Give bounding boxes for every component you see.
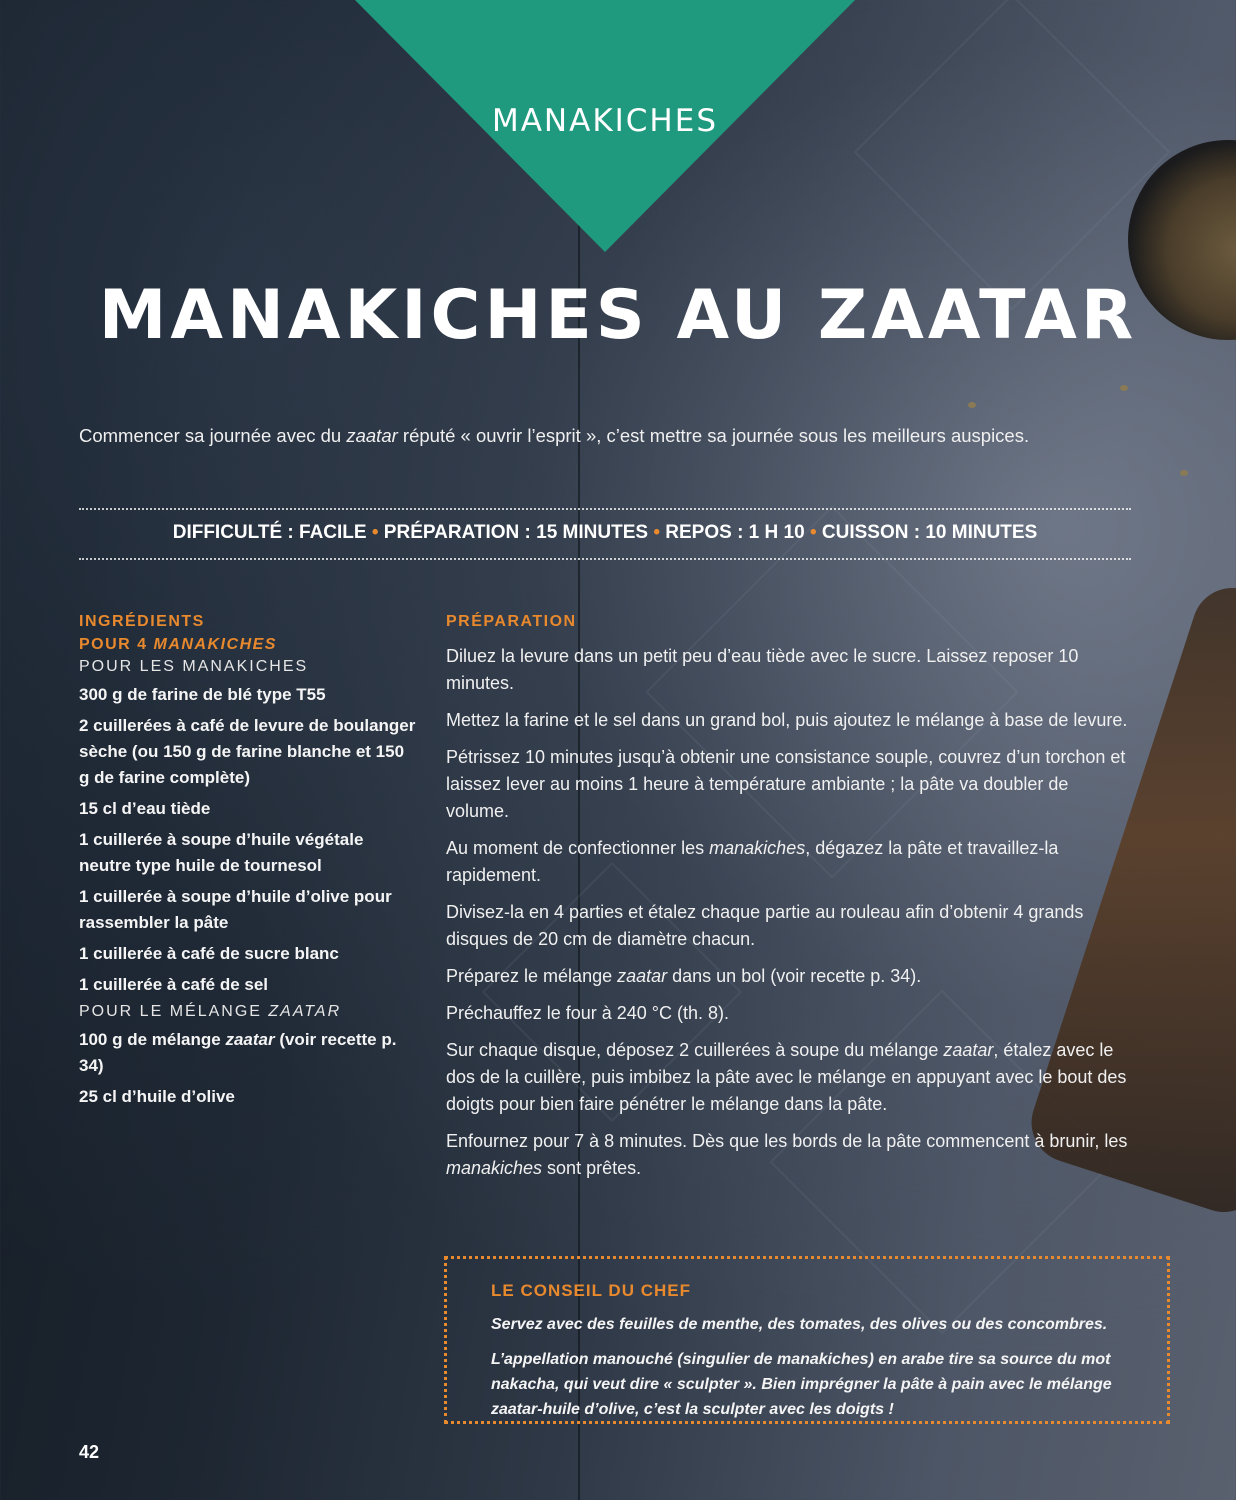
meta-separator: • bbox=[371, 522, 379, 543]
section-label: MANAKICHES bbox=[491, 103, 719, 139]
preparation-step: Mettez la farine et le sel dans un grand bol, puis ajoutez le mélange à base de levure. bbox=[446, 710, 1128, 730]
step-text-end: , dégazez la pâte et travaillez-la rapidement. bbox=[446, 838, 1059, 885]
ingredient-text: 100 g de mélange bbox=[79, 1030, 226, 1049]
meta-separator: • bbox=[809, 522, 817, 543]
step-text: Enfournez pour 7 à 8 minutes. Dès que les bords de la pâte commencent à brunir, les bbox=[446, 1131, 1128, 1151]
ingredient-text-end: (voir recette p. 34) bbox=[79, 1030, 397, 1075]
preparation-step bbox=[446, 835, 1136, 889]
preparation-step bbox=[446, 963, 1136, 990]
prep-time: PRÉPARATION : 15 MINUTES bbox=[383, 522, 649, 543]
ingredient-item: 1 cuillerée à soupe d’huile végétale neutre type huile de tournesol bbox=[79, 830, 364, 875]
preparation-step bbox=[446, 1037, 1136, 1118]
preparation-column bbox=[446, 610, 1136, 1192]
step-text-end: dans un bol (voir recette p. 34). bbox=[667, 966, 922, 986]
step-text: Sur chaque disque, déposez 2 cuillerées à soupe du mélange bbox=[446, 1040, 944, 1060]
sesame-seed bbox=[968, 402, 976, 408]
preparation-heading: PRÉPARATION bbox=[446, 613, 577, 630]
preparation-step: Préchauffez le four à 240 °C (th. 8). bbox=[446, 1003, 730, 1023]
ingredient-group-title: POUR LES MANAKICHES bbox=[79, 658, 309, 675]
floor-tile-pattern bbox=[854, 0, 1171, 310]
chef-tip-box bbox=[444, 1256, 1170, 1424]
step-emphasis: zaatar bbox=[943, 1040, 994, 1060]
preparation-step bbox=[446, 1128, 1136, 1182]
ingredient-emphasis: zaatar bbox=[225, 1030, 275, 1049]
ingredient-item: 1 cuillerée à soupe d’huile d’olive pour rassembler la pâte bbox=[79, 887, 392, 932]
divider-top bbox=[79, 508, 1131, 510]
step-text: Au moment de confectionner les bbox=[446, 838, 710, 858]
ingredient-list bbox=[79, 682, 419, 998]
step-emphasis: manakiches bbox=[446, 1158, 543, 1178]
page-number: 42 bbox=[79, 1442, 100, 1462]
preparation-step: Pétrissez 10 minutes jusqu’à obtenir une consistance souple, couvrez d’un torchon et laissez lever au moins 1 heure à température ambiante ; la pâte va doubler de volume. bbox=[446, 747, 1126, 821]
step-emphasis: zaatar bbox=[617, 966, 668, 986]
ingredient-group-title bbox=[79, 1003, 419, 1021]
step-emphasis: manakiches bbox=[709, 838, 806, 858]
ingredient-list bbox=[79, 1027, 419, 1110]
step-text: Préparez le mélange bbox=[446, 966, 618, 986]
intro-text-end: réputé « ouvrir l’esprit », c’est mettre sa journée sous les meilleurs auspices. bbox=[397, 425, 1030, 446]
difficulty: DIFFICULTÉ : FACILE bbox=[172, 522, 367, 543]
recipe-meta bbox=[79, 522, 1131, 544]
ingredient-item: 300 g de farine de blé type T55 bbox=[79, 685, 326, 704]
ingredients-heading: INGRÉDIENTS bbox=[79, 613, 205, 630]
ingredient-item bbox=[79, 1027, 419, 1079]
ingredient-item: 1 cuillerée à café de sucre blanc bbox=[79, 944, 339, 963]
ingredient-item: 1 cuillerée à café de sel bbox=[79, 975, 269, 994]
chef-tip-text: L’appellation manouché (singulier de manakiches) en arabe tire sa source du mot nakacha, qui veut dire « sculpter ». Bien imprégner la pâte à pain avec le mélange zaatar-huile d’olive, c’est la sculpter avec les doigts ! bbox=[491, 1351, 1112, 1418]
servings-emphasis: MANAKICHES bbox=[153, 636, 277, 653]
ingredient-item: 25 cl d’huile d’olive bbox=[79, 1087, 235, 1106]
cook-time: CUISSON : 10 MINUTES bbox=[821, 522, 1038, 543]
ingredients-column bbox=[79, 610, 419, 1115]
chef-tip-text: Servez avec des feuilles de menthe, des tomates, des olives ou des concombres. bbox=[491, 1316, 1108, 1333]
servings bbox=[79, 633, 419, 656]
sesame-seed bbox=[1120, 385, 1128, 391]
step-text-end: sont prêtes. bbox=[542, 1158, 642, 1178]
recipe-intro bbox=[79, 425, 1159, 447]
group-title-emphasis: ZAATAR bbox=[268, 1003, 342, 1020]
preparation-step: Diluez la levure dans un petit peu d’eau tiède avec le sucre. Laissez reposer 10 minutes. bbox=[446, 646, 1079, 693]
chef-tip-heading: LE CONSEIL DU CHEF bbox=[491, 1281, 691, 1300]
meta-separator: • bbox=[653, 522, 660, 543]
rest-time: REPOS : 1 H 10 bbox=[665, 522, 805, 543]
ingredient-item: 2 cuillerées à café de levure de boulanger sèche (ou 150 g de farine blanche et 150 g de farine complète) bbox=[79, 716, 416, 787]
servings-prefix: POUR 4 bbox=[79, 636, 154, 653]
divider-bottom bbox=[79, 558, 1131, 560]
preparation-step: Divisez-la en 4 parties et étalez chaque partie au rouleau afin d’obtenir 4 grands disques de 20 cm de diamètre chacun. bbox=[446, 902, 1084, 949]
intro-emphasis: zaatar bbox=[346, 425, 398, 446]
group-title-prefix: POUR LE MÉLANGE bbox=[79, 1003, 269, 1020]
intro-text: Commencer sa journée avec du bbox=[79, 425, 347, 446]
ingredient-item: 15 cl d’eau tiède bbox=[79, 799, 211, 818]
sesame-seed bbox=[1180, 470, 1188, 476]
recipe-title: MANAKICHES AU ZAATAR bbox=[98, 276, 1138, 355]
step-text-end: , étalez avec le dos de la cuillère, puis imbibez la pâte avec le mélange en appuyant avec le bout des doigts pour bien faire pénétrer le mélange dans la pâte. bbox=[446, 1040, 1127, 1114]
